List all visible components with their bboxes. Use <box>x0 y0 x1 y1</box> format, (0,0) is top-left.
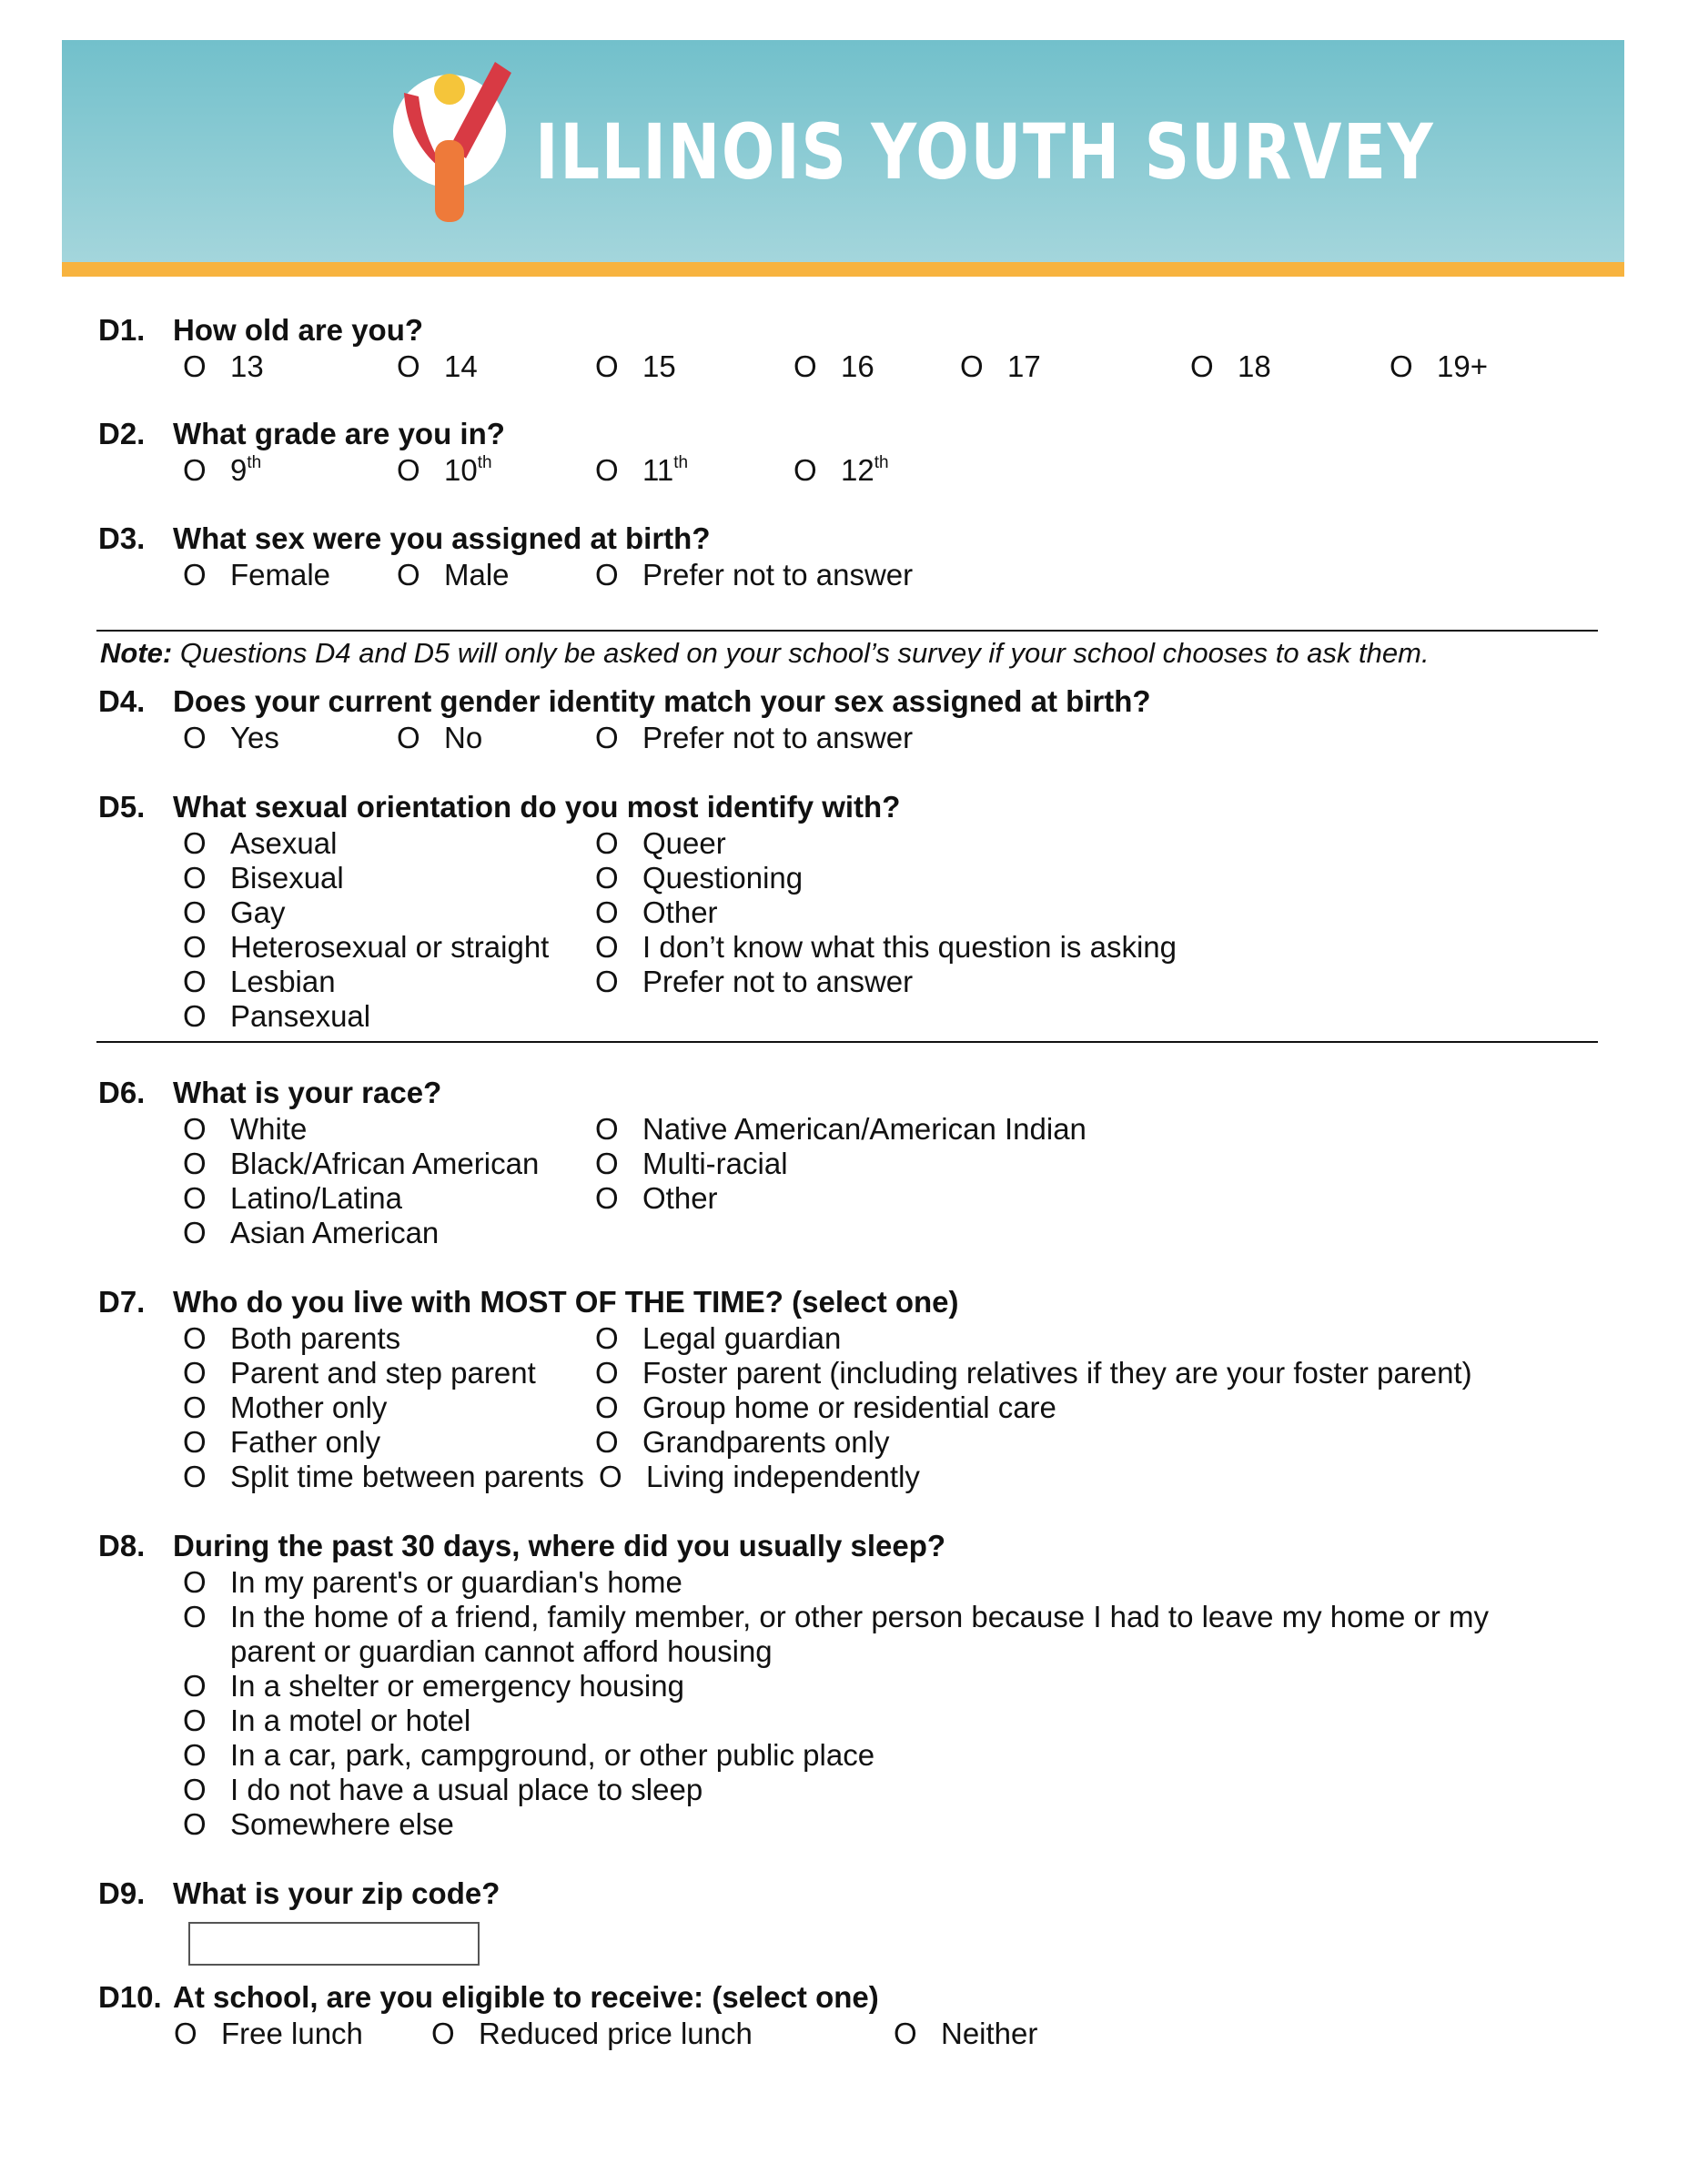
ordinal-suffix: th <box>477 453 492 472</box>
option-label: 10 <box>444 453 478 487</box>
radio-icon[interactable]: O <box>595 1112 619 1146</box>
option-label: Heterosexual or straight <box>230 930 550 964</box>
d2-option-11th[interactable] <box>595 453 688 488</box>
option-label: Free lunch <box>221 2017 363 2050</box>
radio-icon[interactable]: O <box>960 349 984 383</box>
d1-option-19plus[interactable] <box>1390 349 1488 384</box>
option-label: 15 <box>642 349 676 383</box>
ordinal-suffix: th <box>673 453 689 472</box>
radio-icon[interactable]: O <box>183 1565 207 1599</box>
option-label: Male <box>444 558 510 592</box>
question-text: Who do you live with MOST OF THE TIME? (select one) <box>173 1285 959 1319</box>
radio-icon[interactable]: O <box>595 965 619 998</box>
option-label: Prefer not to answer <box>642 965 914 998</box>
option-label: Foster parent (including relatives if they are your foster parent) <box>642 1356 1472 1390</box>
question-text: What grade are you in? <box>173 417 505 450</box>
radio-icon[interactable]: O <box>595 895 619 929</box>
d10-option-neither[interactable] <box>894 2017 1037 2051</box>
question-number: D7. <box>98 1285 146 1319</box>
radio-icon[interactable]: O <box>595 1181 619 1215</box>
divider-top <box>96 630 1598 632</box>
question-d8 <box>98 1529 945 1563</box>
question-d1 <box>98 313 423 348</box>
question-number: D9. <box>98 1876 146 1910</box>
radio-icon[interactable]: O <box>397 453 420 487</box>
option-label: Other <box>642 1181 718 1215</box>
radio-icon[interactable]: O <box>183 1600 207 1633</box>
question-text: What is your race? <box>173 1076 442 1109</box>
radio-icon[interactable]: O <box>183 1181 207 1215</box>
radio-icon[interactable]: O <box>595 1425 619 1459</box>
radio-icon[interactable]: O <box>183 826 207 860</box>
d2-option-10th[interactable] <box>397 453 492 488</box>
d10-option-free-lunch[interactable] <box>174 2017 363 2051</box>
radio-icon[interactable]: O <box>595 826 619 860</box>
question-d2 <box>98 417 505 451</box>
option-label: I do not have a usual place to sleep <box>230 1773 703 1806</box>
radio-icon[interactable]: O <box>793 453 817 487</box>
d6-option-black[interactable] <box>183 1147 539 1181</box>
option-label: Father only <box>230 1425 381 1459</box>
radio-icon[interactable]: O <box>183 930 207 964</box>
radio-icon[interactable]: O <box>183 1356 207 1390</box>
radio-icon[interactable]: O <box>183 721 207 754</box>
d7-option-foster[interactable] <box>595 1356 1472 1390</box>
d7-option-split-time[interactable] <box>183 1460 584 1494</box>
option-label: Neither <box>941 2017 1038 2050</box>
option-label: Mother only <box>230 1390 388 1424</box>
radio-icon[interactable]: O <box>183 861 207 895</box>
radio-icon[interactable]: O <box>595 1147 619 1180</box>
option-label: Female <box>230 558 331 592</box>
d3-option-prefer-not[interactable] <box>595 558 913 592</box>
iys-logo-icon <box>388 56 524 229</box>
d5-option-gay[interactable] <box>183 895 286 930</box>
option-label: Somewhere else <box>230 1807 454 1841</box>
radio-icon[interactable]: O <box>183 1460 207 1493</box>
radio-icon[interactable]: O <box>595 1356 619 1390</box>
d7-option-step-parent[interactable] <box>183 1356 536 1390</box>
option-label: Other <box>642 895 718 929</box>
radio-icon[interactable]: O <box>894 2017 917 2050</box>
option-label: In the home of a friend, family member, or other person because I had to leave my home or my <box>230 1600 1490 1633</box>
option-label: In my parent's or guardian's home <box>230 1565 682 1599</box>
option-label: 13 <box>230 349 264 383</box>
d8-option-shelter[interactable] <box>183 1669 684 1704</box>
d5-option-other[interactable] <box>595 895 718 930</box>
option-label: 11 <box>642 453 674 487</box>
ordinal-suffix: th <box>247 453 262 472</box>
question-number: D3. <box>98 521 146 555</box>
question-d7 <box>98 1285 959 1320</box>
d7-option-both-parents[interactable] <box>183 1321 400 1356</box>
option-label: Living independently <box>646 1460 920 1493</box>
question-d9 <box>98 1876 500 1911</box>
question-text: Does your current gender identity match your sex assigned at birth? <box>173 684 1151 718</box>
option-label: Yes <box>230 721 279 754</box>
d2-option-9th[interactable] <box>183 453 261 488</box>
d8-option-motel[interactable] <box>183 1704 470 1738</box>
d10-option-reduced-lunch[interactable] <box>431 2017 753 2051</box>
radio-icon[interactable]: O <box>397 558 420 592</box>
option-label: I don’t know what this question is asking <box>642 930 1177 964</box>
radio-icon[interactable]: O <box>183 1773 207 1806</box>
option-label: 14 <box>444 349 478 383</box>
option-label: In a motel or hotel <box>230 1704 471 1737</box>
question-number: D1. <box>98 313 146 347</box>
note-body: Questions D4 and D5 will only be asked on your school’s survey if your school chooses to ask them. <box>172 637 1430 669</box>
d6-option-native[interactable] <box>595 1112 1087 1147</box>
radio-icon[interactable]: O <box>595 930 619 964</box>
question-number: D4. <box>98 684 146 718</box>
divider-bottom <box>96 1041 1598 1043</box>
header-stripe <box>62 262 1624 277</box>
option-label: parent or guardian cannot afford housing <box>230 1634 773 1668</box>
radio-icon[interactable]: O <box>183 999 207 1033</box>
question-number: D8. <box>98 1529 146 1562</box>
radio-icon[interactable]: O <box>595 453 619 487</box>
radio-icon[interactable]: O <box>183 1704 207 1737</box>
d1-option-18[interactable] <box>1190 349 1271 384</box>
survey-title: ILLINOIS YOUTH SURVEY <box>535 107 1435 197</box>
d5-option-asexual[interactable] <box>183 826 337 861</box>
question-text: What sexual orientation do you most identify with? <box>173 790 901 824</box>
d7-option-mother[interactable] <box>183 1390 387 1425</box>
question-d4 <box>98 684 1151 719</box>
question-text: What sex were you assigned at birth? <box>173 521 711 555</box>
d7-option-group-home[interactable] <box>595 1390 1056 1425</box>
d3-option-male[interactable] <box>397 558 510 592</box>
d5-option-dont-know[interactable] <box>595 930 1177 965</box>
option-label: Asian American <box>230 1216 440 1249</box>
radio-icon[interactable]: O <box>595 1390 619 1424</box>
d2-option-12th[interactable] <box>793 453 889 488</box>
radio-icon[interactable]: O <box>183 965 207 998</box>
radio-icon[interactable]: O <box>595 721 619 754</box>
question-d6 <box>98 1076 441 1110</box>
option-label: 12 <box>841 453 874 487</box>
radio-icon[interactable]: O <box>599 1460 622 1493</box>
d4-option-prefer-not[interactable] <box>595 721 913 755</box>
option-label: Lesbian <box>230 965 336 998</box>
d6-option-latino[interactable] <box>183 1181 402 1216</box>
d1-option-13[interactable] <box>183 349 264 384</box>
option-label: No <box>444 721 483 754</box>
d6-option-other[interactable] <box>595 1181 718 1216</box>
radio-icon[interactable]: O <box>183 1738 207 1772</box>
radio-icon[interactable]: O <box>183 1216 207 1249</box>
option-label: Prefer not to answer <box>642 721 914 754</box>
question-d10 <box>98 1980 879 2015</box>
d5-option-heterosexual[interactable] <box>183 930 549 965</box>
option-label: White <box>230 1112 308 1146</box>
d8-option-somewhere-else[interactable] <box>183 1807 454 1842</box>
option-label: 19+ <box>1437 349 1488 383</box>
radio-icon[interactable]: O <box>183 349 207 383</box>
radio-icon[interactable]: O <box>595 861 619 895</box>
question-number: D2. <box>98 417 146 450</box>
option-label: In a car, park, campground, or other public place <box>230 1738 875 1772</box>
radio-icon[interactable]: O <box>397 349 420 383</box>
note-label: Note: <box>100 637 173 669</box>
d4-option-no[interactable] <box>397 721 482 755</box>
question-number: D6. <box>98 1076 146 1109</box>
radio-icon[interactable]: O <box>183 1807 207 1841</box>
d7-option-father[interactable] <box>183 1425 380 1460</box>
option-label: 17 <box>1007 349 1041 383</box>
option-label: Multi-racial <box>642 1147 788 1180</box>
option-label: Reduced price lunch <box>479 2017 753 2050</box>
d5-option-prefer-not[interactable] <box>595 965 913 999</box>
zip-code-input[interactable] <box>188 1922 480 1966</box>
question-text: At school, are you eligible to receive: (select one) <box>173 1980 879 2014</box>
d5-option-queer[interactable] <box>595 826 726 861</box>
option-label: In a shelter or emergency housing <box>230 1669 684 1703</box>
option-label: Legal guardian <box>642 1321 842 1355</box>
option-label: Gay <box>230 895 286 929</box>
option-label: Questioning <box>642 861 804 895</box>
radio-icon[interactable]: O <box>793 349 817 383</box>
option-label: Black/African American <box>230 1147 540 1180</box>
d6-option-multiracial[interactable] <box>595 1147 788 1181</box>
question-d5 <box>98 790 900 824</box>
d4-option-yes[interactable] <box>183 721 279 755</box>
question-d3 <box>98 521 710 556</box>
radio-icon[interactable]: O <box>397 721 420 754</box>
radio-icon[interactable]: O <box>183 558 207 592</box>
option-label: Asexual <box>230 826 338 860</box>
d5-option-bisexual[interactable] <box>183 861 344 895</box>
radio-icon[interactable]: O <box>174 2017 197 2050</box>
option-label: Both parents <box>230 1321 401 1355</box>
d1-option-17[interactable] <box>960 349 1041 384</box>
radio-icon[interactable]: O <box>1190 349 1214 383</box>
option-label: Grandparents only <box>642 1425 890 1459</box>
radio-icon[interactable]: O <box>183 1147 207 1180</box>
question-number: D10. <box>98 1980 162 2014</box>
option-label: Pansexual <box>230 999 371 1033</box>
radio-icon[interactable]: O <box>183 1112 207 1146</box>
note-text <box>100 637 1430 670</box>
d8-option-no-usual-place[interactable] <box>183 1773 702 1807</box>
option-label: 9 <box>230 453 248 487</box>
d5-option-pansexual[interactable] <box>183 999 370 1034</box>
option-label: Queer <box>642 826 726 860</box>
question-number: D5. <box>98 790 146 824</box>
d7-option-grandparents[interactable] <box>595 1425 890 1460</box>
d3-option-female[interactable] <box>183 558 330 592</box>
radio-icon[interactable]: O <box>183 1425 207 1459</box>
d5-option-questioning[interactable] <box>595 861 803 895</box>
d1-option-16[interactable] <box>793 349 874 384</box>
option-label: 18 <box>1238 349 1271 383</box>
question-text: During the past 30 days, where did you usually sleep? <box>173 1529 946 1562</box>
d7-option-independent[interactable] <box>599 1460 920 1494</box>
question-text: How old are you? <box>173 313 424 347</box>
radio-icon[interactable]: O <box>183 1669 207 1703</box>
d8-option-public-place[interactable] <box>183 1738 874 1773</box>
d5-option-lesbian[interactable] <box>183 965 336 999</box>
d8-option-parent-home[interactable] <box>183 1565 682 1600</box>
option-label: Parent and step parent <box>230 1356 536 1390</box>
d7-option-legal-guardian[interactable] <box>595 1321 841 1356</box>
d8-option-friend-home[interactable] <box>183 1600 1489 1634</box>
option-label: Bisexual <box>230 861 344 895</box>
radio-icon[interactable]: O <box>595 558 619 592</box>
radio-icon[interactable]: O <box>1390 349 1413 383</box>
radio-icon[interactable]: O <box>183 895 207 929</box>
radio-icon[interactable]: O <box>595 349 619 383</box>
option-label: 16 <box>841 349 874 383</box>
d6-option-white[interactable] <box>183 1112 307 1147</box>
radio-icon[interactable]: O <box>183 1390 207 1424</box>
radio-icon[interactable]: O <box>431 2017 455 2050</box>
d1-option-15[interactable] <box>595 349 676 384</box>
option-label: Latino/Latina <box>230 1181 402 1215</box>
option-label: Split time between parents <box>230 1460 584 1493</box>
d6-option-asian[interactable] <box>183 1216 439 1250</box>
d8-option-friend-home-continued <box>230 1634 773 1669</box>
radio-icon[interactable]: O <box>595 1321 619 1355</box>
question-text: What is your zip code? <box>173 1876 500 1910</box>
radio-icon[interactable]: O <box>183 453 207 487</box>
option-label: Native American/American Indian <box>642 1112 1087 1146</box>
radio-icon[interactable]: O <box>183 1321 207 1355</box>
option-label: Group home or residential care <box>642 1390 1056 1424</box>
option-label: Prefer not to answer <box>642 558 914 592</box>
d1-option-14[interactable] <box>397 349 478 384</box>
ordinal-suffix: th <box>874 453 889 472</box>
